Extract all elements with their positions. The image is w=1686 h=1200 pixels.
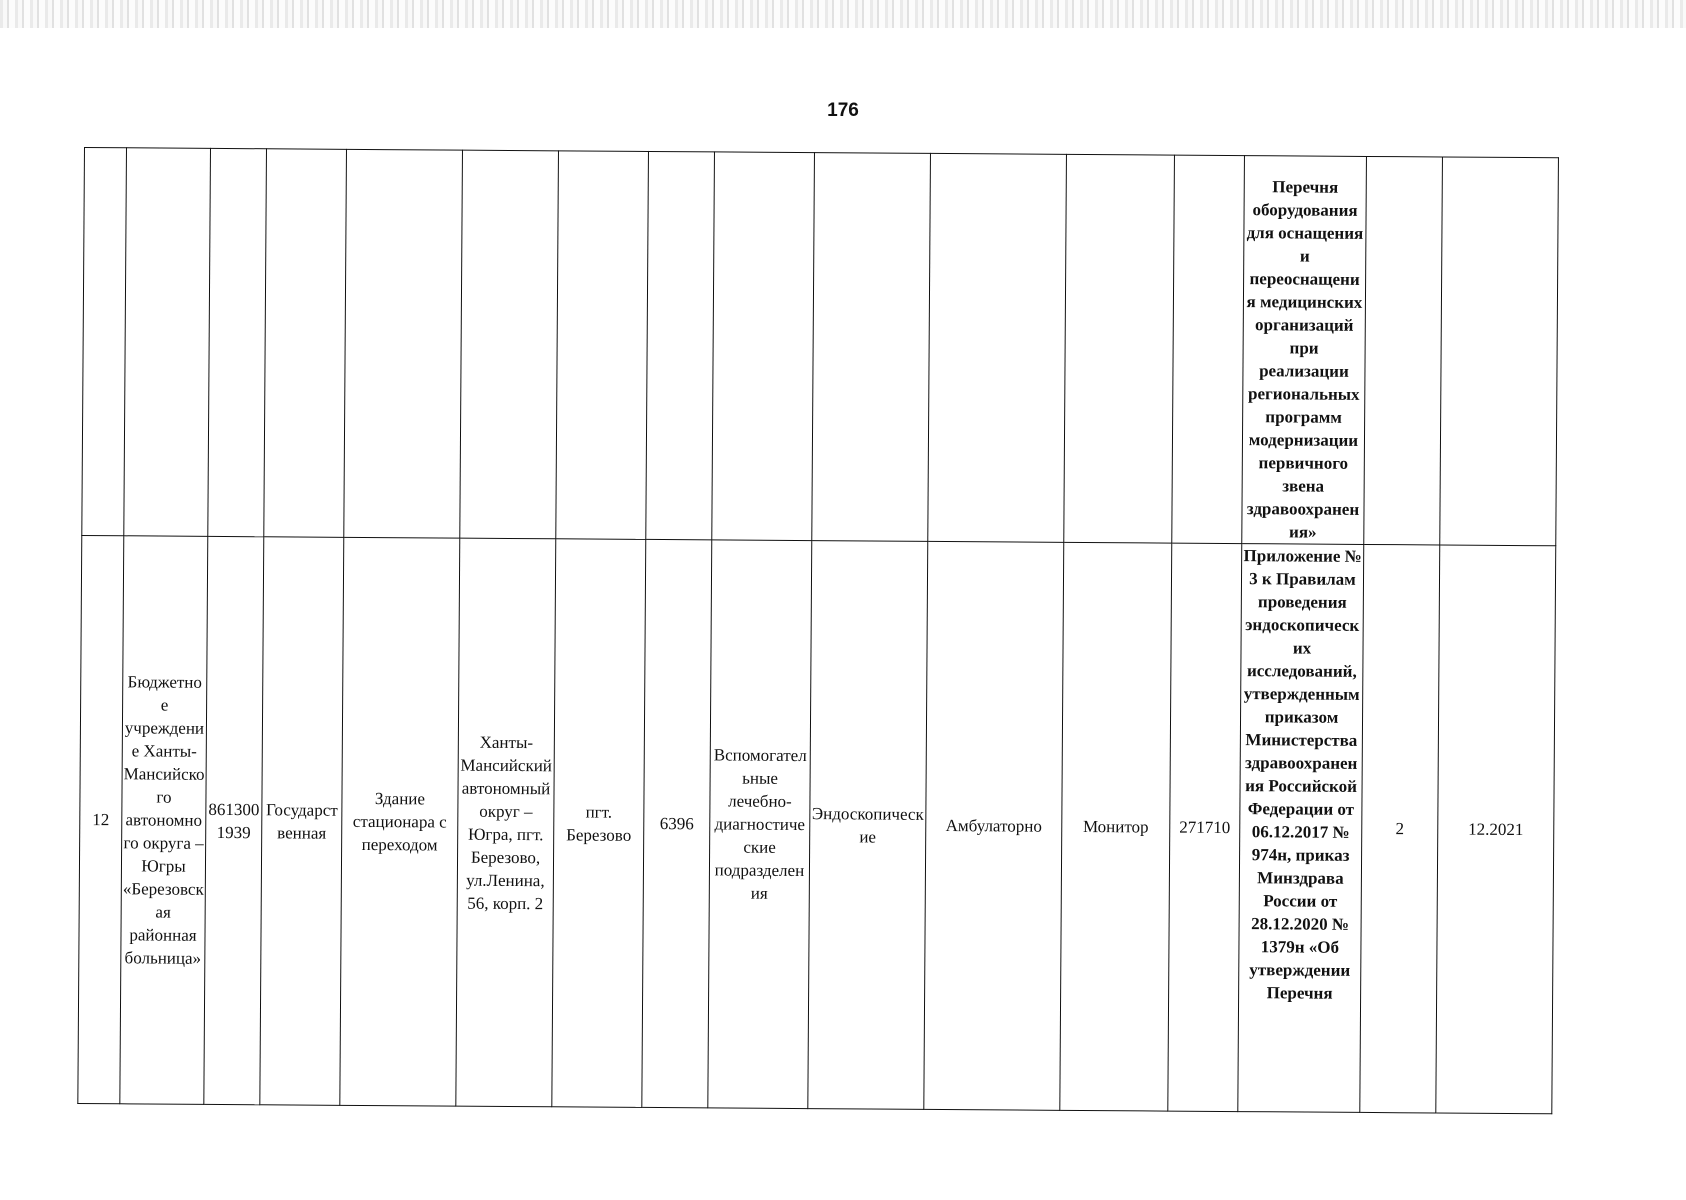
cell-settlement: пгт. Березово xyxy=(552,539,646,1108)
cell-empty xyxy=(812,153,931,542)
cell-organization: Бюджетное учреждение Ханты-Мансийского автономного округа – Югры «Березовская районная больница» xyxy=(120,536,208,1105)
cell-empty xyxy=(124,148,211,537)
cell-building: Здание стационара с переходом xyxy=(340,537,460,1106)
cell-empty xyxy=(82,148,127,536)
cell-quantity: 2 xyxy=(1360,544,1440,1113)
equipment-table-wrapper xyxy=(77,147,1558,1113)
cell-row-number: 12 xyxy=(78,535,124,1103)
cell-empty xyxy=(1364,156,1443,545)
cell-empty xyxy=(1440,157,1559,546)
cell-empty xyxy=(460,150,559,539)
cell-equipment: Монитор xyxy=(1060,542,1172,1111)
cell-address: Ханты-Мансийский автономный округ – Югра, пгт. Березово, ул.Ленина, 56, корп. 2 xyxy=(456,538,556,1107)
page-number: 176 xyxy=(827,100,859,121)
cell-unit-type: Вспомогательные лечебно-диагностические подразделения xyxy=(708,540,812,1109)
cell-equipment-code: 271710 xyxy=(1168,543,1242,1111)
cell-empty xyxy=(208,148,267,536)
cell-legal-basis: Приложение № 3 к Правилам проведения эндоскопических исследований, утвержденным приказом Министерства здравоохранения Российской Федерации от 06.12.2017 № 974н, приказ Минздрава России от 28.12.2020 № 1379н «Об утверждении Перечня xyxy=(1238,544,1364,1113)
cell-ownership: Государственная xyxy=(260,537,344,1106)
cell-empty xyxy=(556,151,649,540)
cell-empty xyxy=(344,149,463,538)
cell-empty xyxy=(646,151,715,539)
cell-empty xyxy=(1172,155,1245,543)
equipment-table xyxy=(77,147,1559,1114)
cell-code: 8613001939 xyxy=(204,536,264,1104)
cell-empty xyxy=(264,149,347,538)
cell-count: 6396 xyxy=(642,539,712,1107)
cell-empty xyxy=(712,152,815,541)
scan-edge-artifact xyxy=(0,0,1686,28)
cell-department: Эндоскопические xyxy=(808,541,928,1110)
cell-empty xyxy=(928,153,1067,542)
cell-legal-basis-continued: Перечня оборудования для оснащения и переоснащения медицинских организаций при реализации региональных программ модернизации первичного звена здравоохранения» xyxy=(1242,156,1367,545)
cell-empty xyxy=(1064,154,1175,543)
table-row xyxy=(78,535,1556,1113)
cell-date: 12.2021 xyxy=(1436,545,1556,1114)
table-row-continuation xyxy=(82,148,1559,546)
cell-care-form: Амбулаторно xyxy=(924,541,1064,1110)
